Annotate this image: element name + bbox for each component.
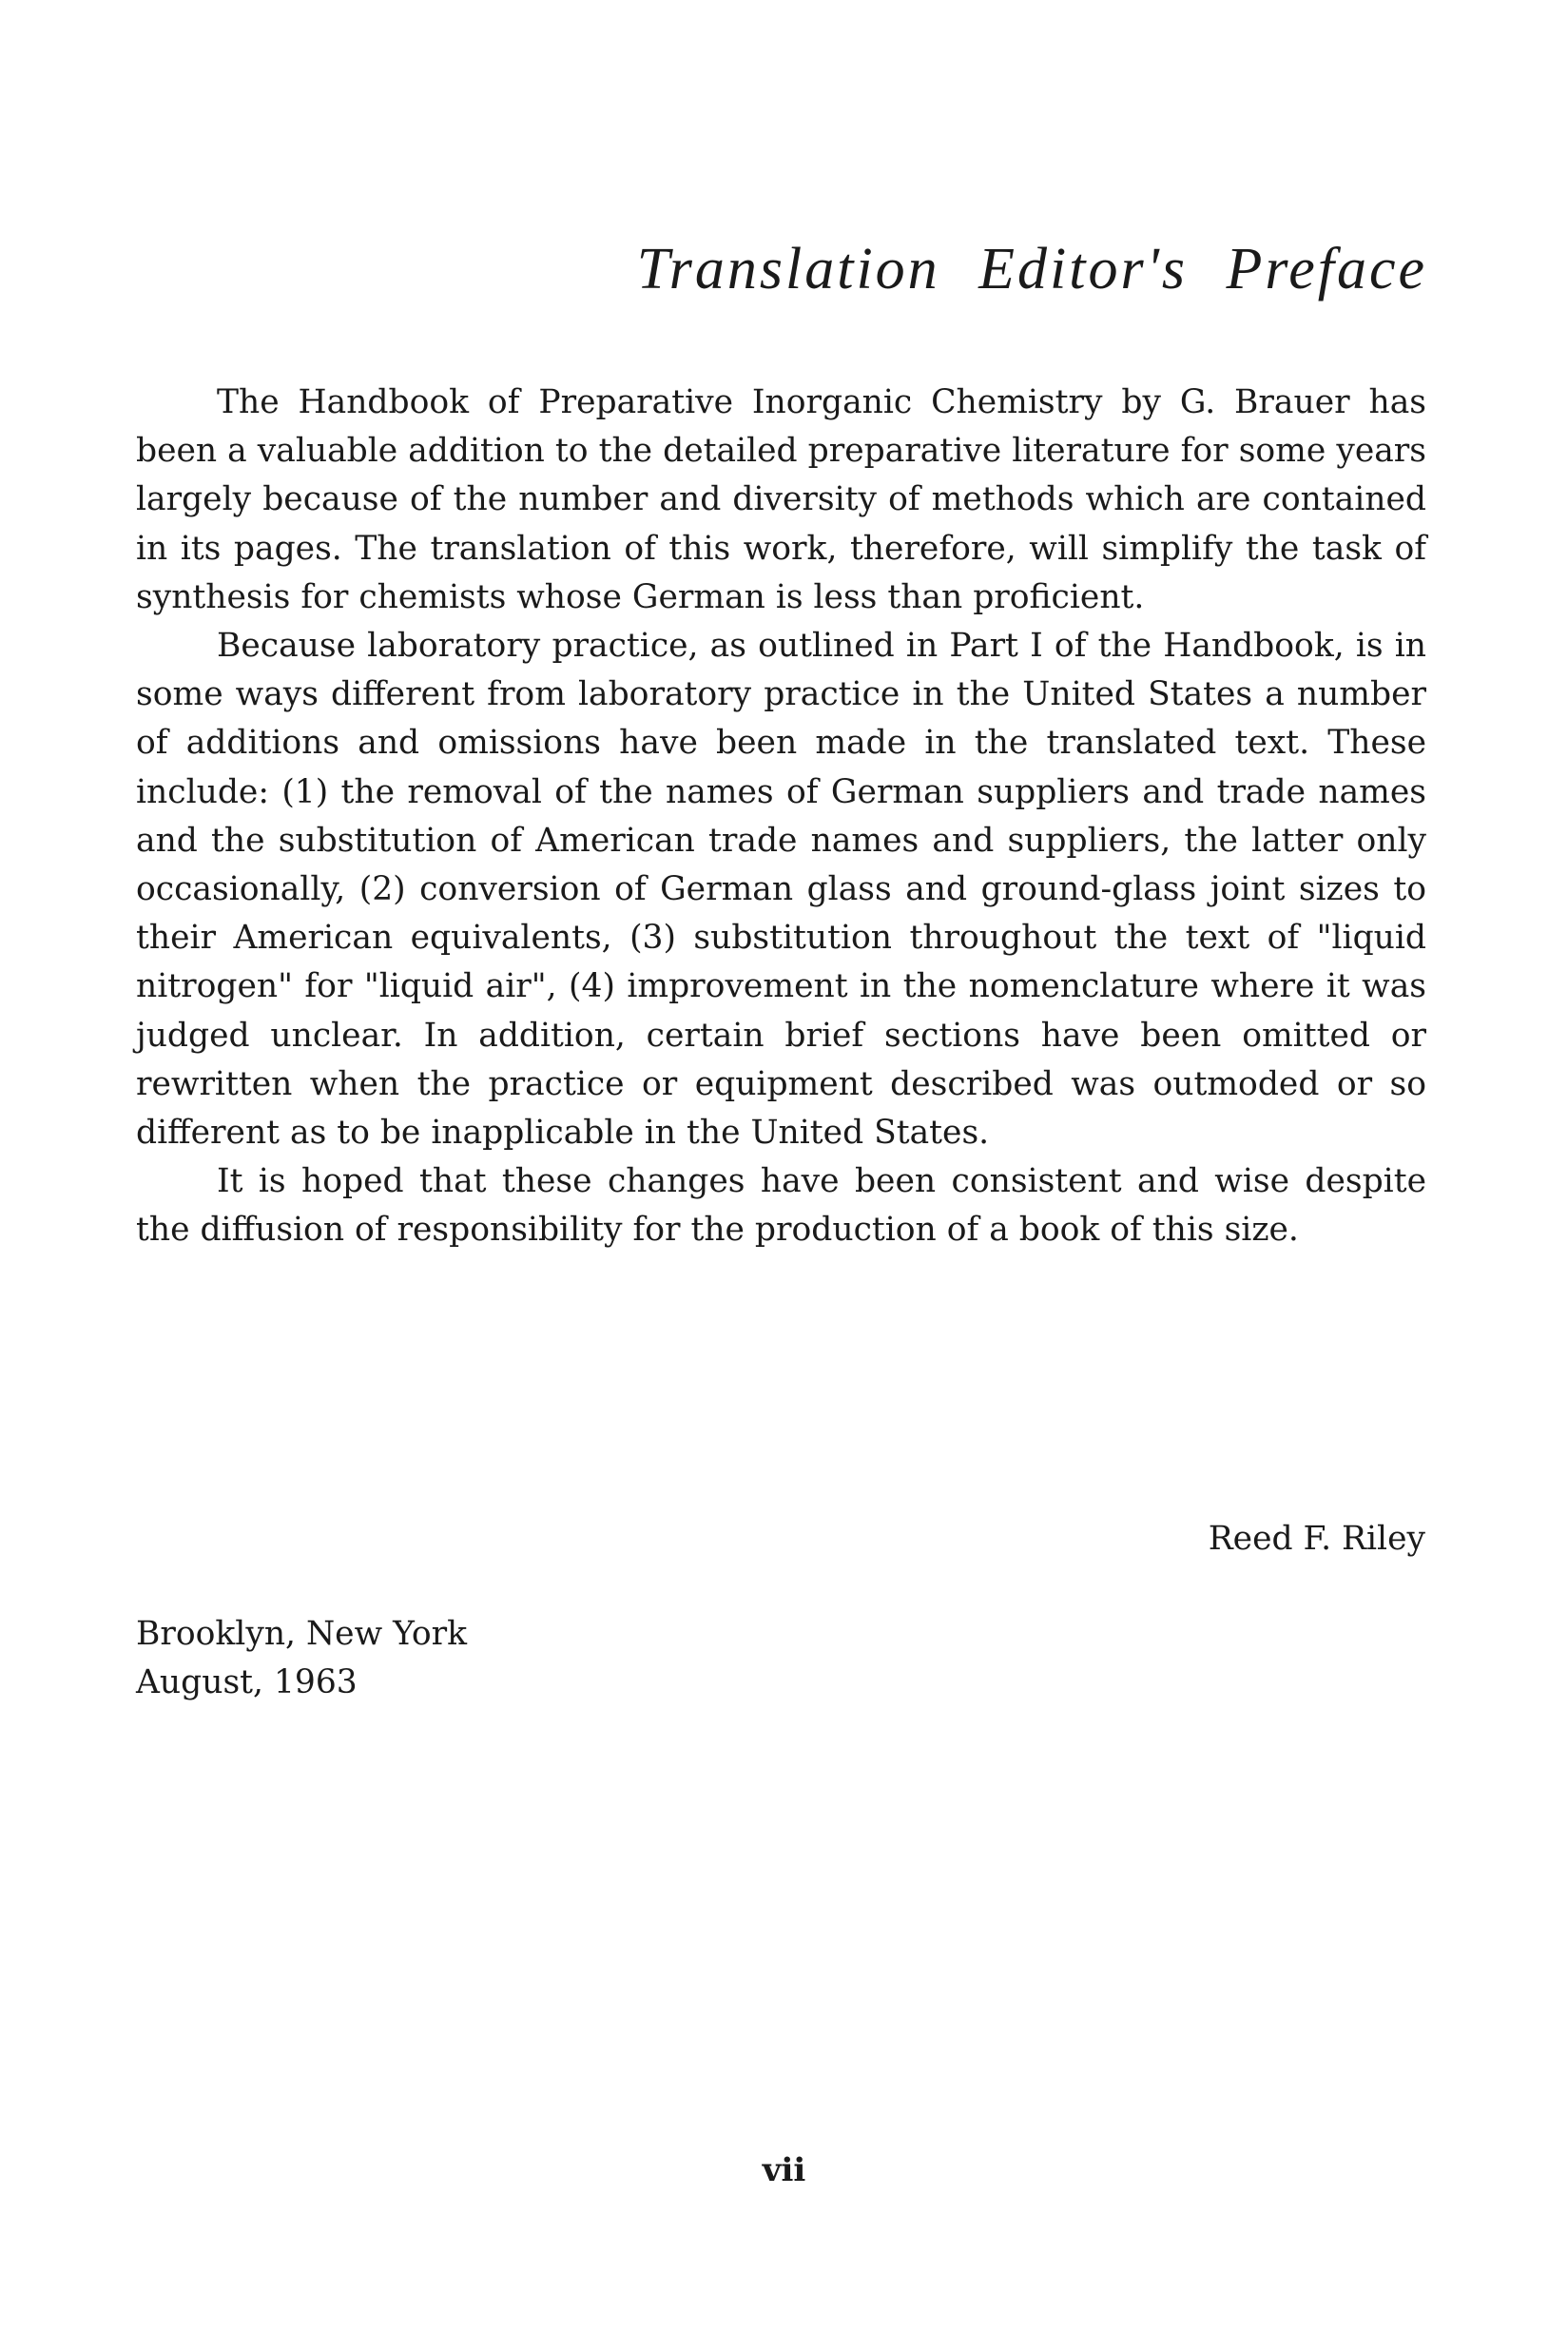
paragraph-3: It is hoped that these changes have been consistent and wise despite the diffusion of responsibility for the production of a book of this size.: [136, 1162, 1426, 1250]
page-number: vii: [762, 2151, 806, 2189]
author-signature: Reed F. Riley: [1208, 1520, 1425, 1558]
page-title: Translation Editor's Preface: [636, 237, 1427, 301]
date-line: August, 1963: [136, 1663, 358, 1701]
preface-body: [136, 379, 1426, 1255]
place-date-block: [136, 1610, 467, 1707]
paragraph-1: The Handbook of Preparative Inorganic Chemistry by G. Brauer has been a valuable addition to the detailed preparative literature for some years largely because of the number and diversity of methods which are contained in its pages. The translation of this work, therefore, will simplify the task of synthesis for chemists whose German is less than proficient.: [136, 383, 1426, 616]
place-line: Brooklyn, New York: [136, 1615, 468, 1653]
paragraph-2: Because laboratory practice, as outlined in Part I of the Handbook, is in some ways different from laboratory practice in the United States a number of additions and omissions have been made in the translated text. These include: (1) the removal of the names of German suppliers and trade names and the substitution of American trade names and suppliers, the latter only occasionally, (2) conversion of German glass and ground-glass joint sizes to their American equivalents, (3) substitution throughout the text of "liquid nitrogen" for "liquid air", (4) improvement in the nomenclature where it was judged unclear. In addition, certain brief sections have been omitted or rewritten when the practice or equipment described was outmoded or so different as to be inapplicable in the United States.: [136, 627, 1426, 1153]
